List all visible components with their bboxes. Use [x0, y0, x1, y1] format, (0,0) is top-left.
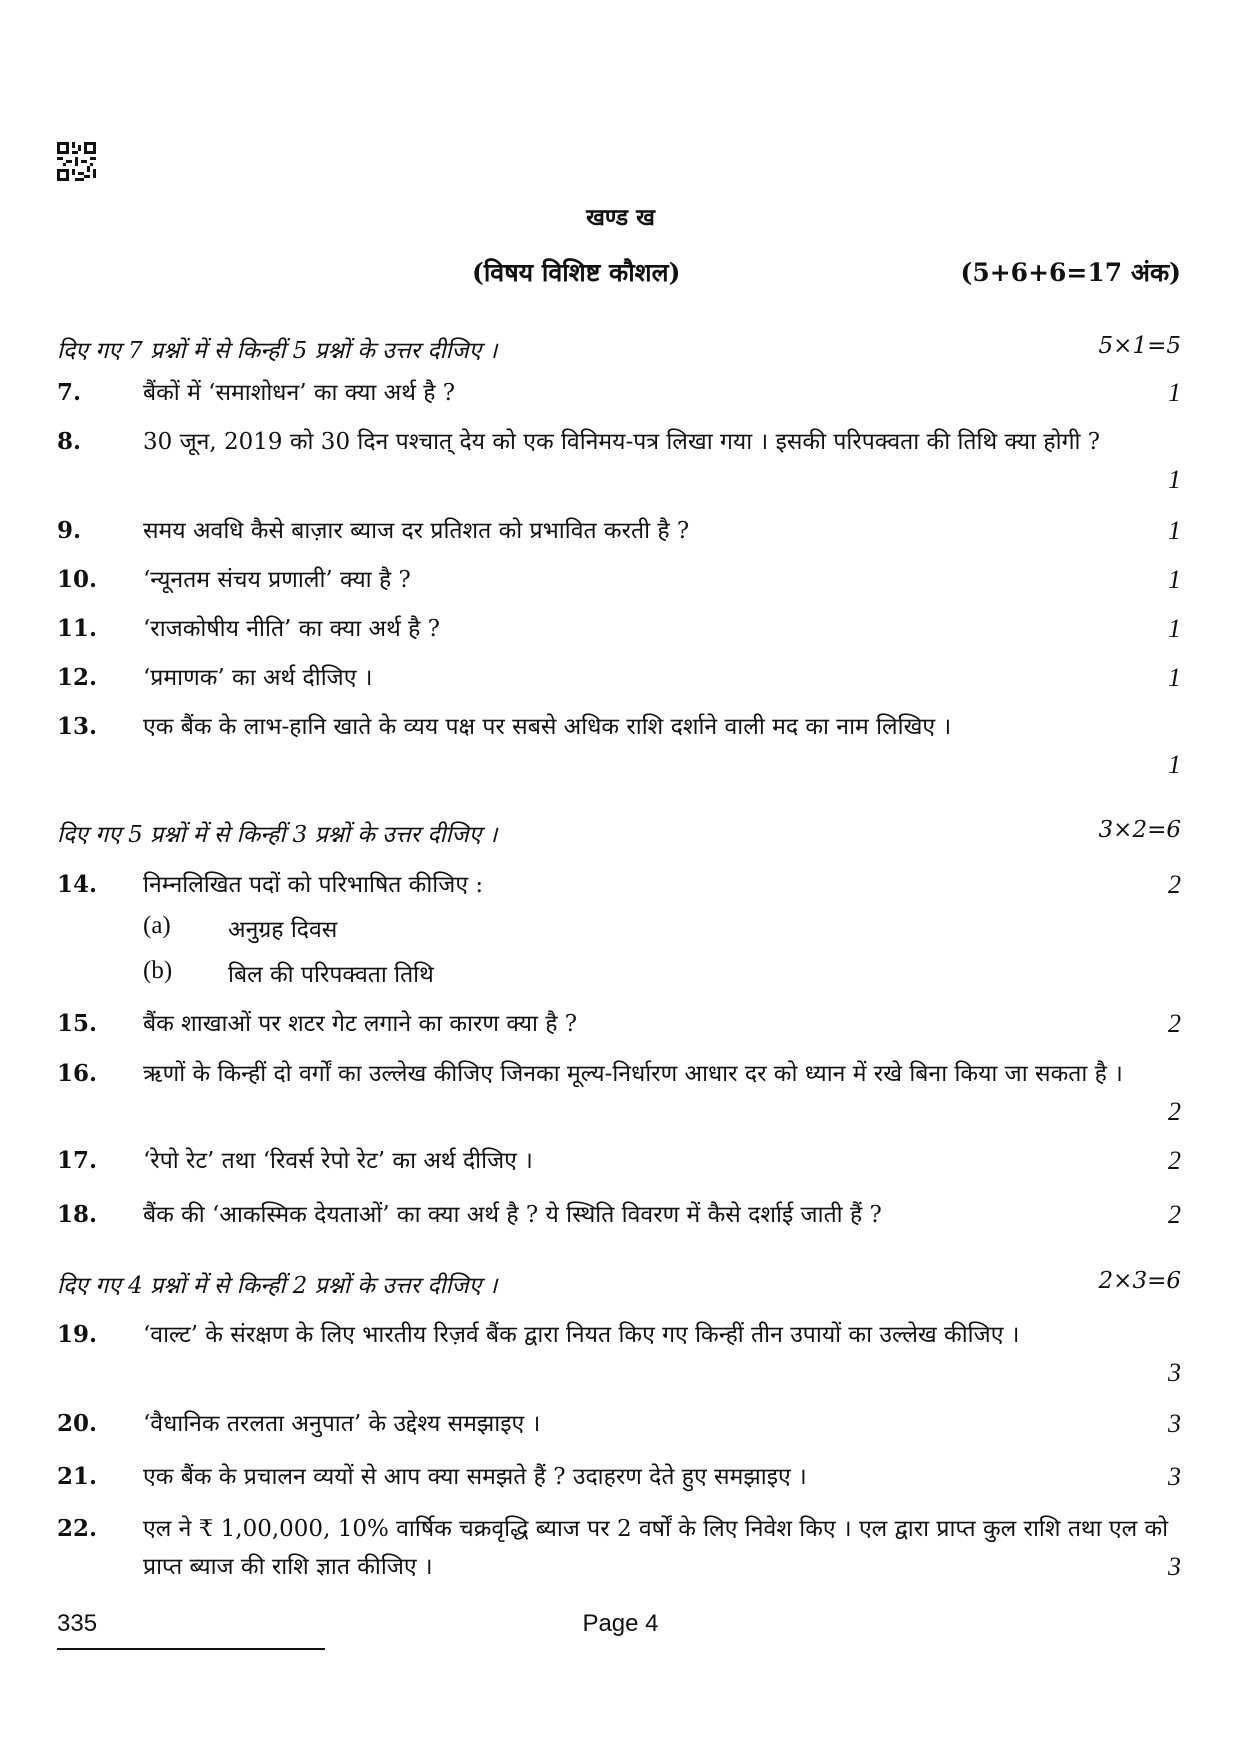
paper-code: 335: [57, 1610, 98, 1637]
question-number: 17.: [57, 1147, 98, 1174]
sub-question-label: (a): [143, 912, 171, 939]
question: [57, 1510, 1181, 1586]
question-mark: 3: [1168, 1358, 1181, 1387]
question-mark: 2: [1168, 1200, 1181, 1229]
group-instruction: [57, 817, 1181, 849]
question-mark: 2: [1168, 870, 1181, 899]
question-number: 19.: [57, 1321, 98, 1348]
instruction-marks: 3×2=6: [1098, 817, 1181, 843]
question-text: ऋणों के किन्हीं दो वर्गों का उल्लेख कीजिए जिनका मूल्य-निर्धारण आधार दर को ध्यान में रखे बिना किया जा सकता है ।: [143, 1061, 1123, 1087]
question-text: ‘राजकोषीय नीति’ का क्या अर्थ है ?: [143, 616, 440, 642]
question: [57, 1405, 1181, 1443]
question-mark: 1: [1168, 565, 1181, 594]
qr-code-icon: [57, 142, 96, 181]
section-marks: (5+6+6=17 अंक): [960, 258, 1181, 287]
question: [57, 374, 1181, 412]
question-mark: 2: [1168, 1146, 1181, 1175]
question-text: एक बैंक के लाभ-हानि खाते के व्यय पक्ष पर सबसे अधिक राशि दर्शाने वाली मद का नाम लिखिए ।: [143, 714, 952, 740]
question-mark: 1: [1168, 465, 1181, 494]
question-number: 8.: [57, 428, 82, 455]
question: [57, 659, 1181, 697]
sub-question-text: बिल की परिपक्वता तिथि: [228, 962, 434, 988]
question-number: 10.: [57, 566, 98, 593]
question-mark: 3: [1168, 1462, 1181, 1491]
question: [57, 1142, 1181, 1180]
question-mark: 1: [1168, 663, 1181, 692]
instruction-marks: 5×1=5: [1098, 333, 1181, 359]
question-text: बैंक की ‘आकस्मिक देयताओं’ का क्या अर्थ है ? ये स्थिति विवरण में कैसे दर्शाई जाती हैं ?: [143, 1202, 882, 1228]
question-number: 22.: [57, 1515, 98, 1542]
question: [57, 708, 1181, 784]
question-number: 9.: [57, 517, 82, 544]
question-text: 30 जून, 2019 को 30 दिन पश्चात् देय को एक विनिमय-पत्र लिखा गया । इसकी परिपक्वता की तिथि क्या होगी ?: [143, 429, 1101, 455]
question-text: निम्नलिखित पदों को परिभाषित कीजिए :: [143, 872, 484, 898]
question-mark: 3: [1168, 1552, 1181, 1581]
question-text: ‘वाल्ट’ के संरक्षण के लिए भारतीय रिज़र्व बैंक द्वारा नियत किए गए किन्हीं तीन उपायों का उल्लेख कीजिए ।: [143, 1322, 1020, 1348]
question-number: 7.: [57, 379, 82, 406]
sub-question-label: (b): [143, 957, 173, 984]
question-mark: 2: [1168, 1009, 1181, 1038]
instruction-marks: 2×3=6: [1098, 1268, 1181, 1294]
question: [57, 1196, 1181, 1234]
question: [57, 1458, 1181, 1496]
footer-divider: [57, 1648, 325, 1650]
question-number: 20.: [57, 1410, 98, 1437]
question-text: एल ने ₹ 1,00,000, 10% वार्षिक चक्रवृद्धि ब्याज पर 2 वर्षों के लिए निवेश किए । एल द्वारा प्राप्त कुल राशि तथा एल को प्राप्त ब्याज की राशि ज्ञात कीजिए ।: [143, 1516, 1169, 1580]
question-text: समय अवधि कैसे बाज़ार ब्याज दर प्रतिशत को प्रभावित करती है ?: [143, 518, 690, 544]
question: [57, 561, 1181, 599]
question-mark: 1: [1168, 750, 1181, 779]
question-number: 21.: [57, 1463, 98, 1490]
instruction-text: दिए गए 7 प्रश्नों में से किन्हीं 5 प्रश्नों के उत्तर दीजिए ।: [57, 338, 498, 364]
question-text: ‘प्रमाणक’ का अर्थ दीजिए ।: [143, 665, 373, 691]
question-mark: 2: [1168, 1097, 1181, 1126]
question: [57, 1055, 1181, 1131]
question-text: एक बैंक के प्रचालन व्ययों से आप क्या समझते हैं ? उदाहरण देते हुए समझाइए ।: [143, 1464, 807, 1490]
question-number: 16.: [57, 1060, 98, 1087]
question-mark: 1: [1168, 516, 1181, 545]
group-instruction: [57, 1268, 1181, 1300]
question: [57, 610, 1181, 648]
question: [57, 512, 1181, 550]
question-text: ‘वैधानिक तरलता अनुपात’ के उद्देश्य समझाइए ।: [143, 1411, 541, 1437]
question-mark: 3: [1168, 1409, 1181, 1438]
instruction-text: दिए गए 5 प्रश्नों में से किन्हीं 3 प्रश्नों के उत्तर दीजिए ।: [57, 822, 498, 848]
instruction-text: दिए गए 4 प्रश्नों में से किन्हीं 2 प्रश्नों के उत्तर दीजिए ।: [57, 1273, 498, 1299]
question-number: 11.: [57, 615, 98, 642]
question-mark: 1: [1168, 378, 1181, 407]
question-mark: 1: [1168, 614, 1181, 643]
question-number: 13.: [57, 713, 98, 740]
question: [57, 1316, 1181, 1392]
question-text: ‘न्यूनतम संचय प्रणाली’ क्या है ?: [143, 567, 411, 593]
section-title: खण्ड ख: [586, 204, 655, 231]
question-text: ‘रेपो रेट’ तथा ‘रिवर्स रेपो रेट’ का अर्थ दीजिए ।: [143, 1148, 533, 1174]
question: [57, 423, 1181, 499]
question-number: 14.: [57, 871, 98, 898]
question-text: बैंक शाखाओं पर शटर गेट लगाने का कारण क्या है ?: [143, 1011, 578, 1037]
group-instruction: [57, 333, 1181, 365]
question-number: 12.: [57, 664, 98, 691]
question-number: 15.: [57, 1010, 98, 1037]
question: [57, 1005, 1181, 1043]
question-number: 18.: [57, 1201, 98, 1228]
section-subtitle: (विषय विशिष्ट कौशल): [472, 258, 681, 287]
page-number: Page 4: [582, 1610, 659, 1637]
sub-question-text: अनुग्रह दिवस: [228, 917, 338, 943]
question: [57, 866, 1181, 904]
question-text: बैंकों में ‘समाशोधन’ का क्या अर्थ है ?: [143, 380, 456, 406]
